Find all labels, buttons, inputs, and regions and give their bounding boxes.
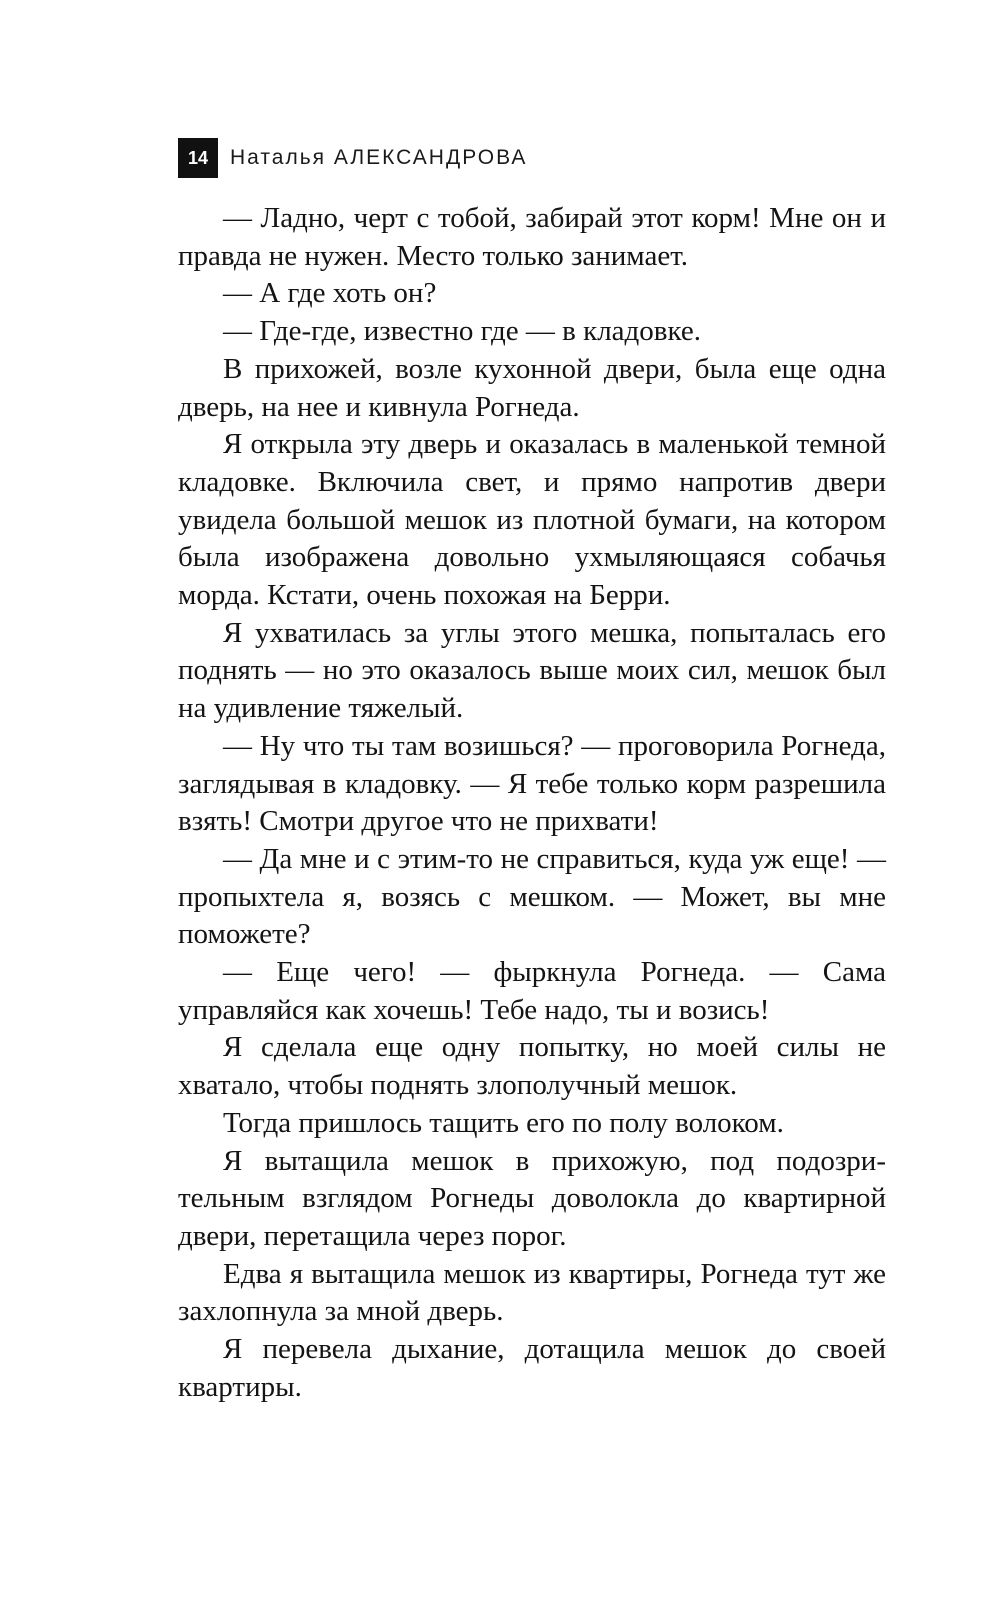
paragraph: — А где хоть он? (223, 277, 437, 310)
running-head-author: Наталья АЛЕКСАНДРОВА (230, 146, 528, 169)
paragraph: — Еще чего! — фыркнула Рогнеда. — Сама управляйся как хочешь! Тебе надо, ты и возись! (178, 956, 886, 1026)
paragraph: — Ладно, черт с тобой, забирай этот корм! Мне он и правда не нужен. Место только занимает. (178, 202, 886, 272)
paragraph: — Да мне и с этим-то не справиться, куда уж еще! — пропыхтела я, возясь с мешком. — Может, вы мне поможете? (178, 842, 886, 951)
paragraph: — Где-где, известно где — в кладовке. (223, 315, 701, 348)
paragraph: Я сделала еще одну попытку, но моей силы не хватало, чтобы поднять злополучный мешок. (178, 1031, 886, 1102)
paragraph: Тогда пришлось тащить его по полу волоком. (223, 1106, 784, 1139)
page-number: 14 (178, 138, 218, 178)
paragraph: Едва я вытащила мешок из квартиры, Рогнеда тут же захлопнула за мной дверь. (178, 1257, 886, 1328)
body-text (178, 200, 886, 1407)
paragraph: — Ну что ты там возишься? — проговорила Рогнеда, заглядывая в кладовку. — Я тебе только корм разрешила взять! Смотри другое что не прихвати! (178, 729, 886, 838)
paragraph: Я ухватилась за углы этого мешка, попыталась его поднять — но это оказалось выше моих сил, мешок был на удивление тяжелый. (178, 616, 886, 725)
page-header (178, 138, 527, 178)
paragraph: В прихожей, возле кухонной двери, была еще одна дверь, на нее и кивнула Рогнеда. (178, 352, 886, 423)
paragraph: Я открыла эту дверь и оказалась в маленькой темной кладовке. Включила свет, и прямо напротив двери увидела большой мешок из плотной бумаги, на котором была изображена довольно ухмыляющаяся собачья морда. Кстати, очень похожая на Берри. (178, 428, 886, 612)
paragraph: Я перевела дыхание, дотащила мешок до своей квартиры. (178, 1333, 886, 1403)
paragraph: Я вытащила мешок в прихожую, под подозрительным взглядом Рогнеды доволокла до квартирной двери, перетащила через порог. (178, 1144, 886, 1252)
